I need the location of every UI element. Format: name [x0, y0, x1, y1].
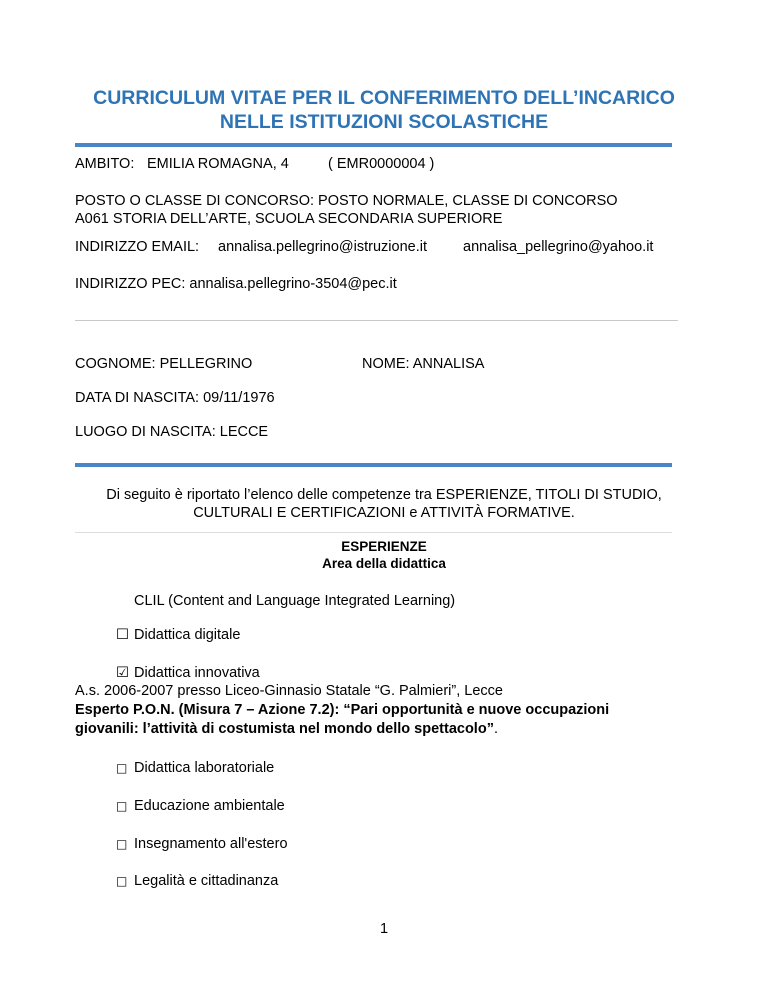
innovativa-project-period: .: [493, 721, 498, 737]
checkbox-small-icon: □: [116, 874, 128, 888]
posto-line2: A061 STORIA DELL’ARTE, SCUOLA SECONDARIA SUPERIORE: [75, 211, 503, 227]
checkbox-checked-icon: ☑: [116, 665, 129, 681]
email-primary: annalisa.pellegrino@istruzione.it: [218, 239, 427, 255]
item-label: Legalità e cittadinanza: [134, 873, 279, 889]
innovativa-project-title-end: giovanili: l’attività di costumista nel mondo dello spettacolo”: [75, 721, 494, 737]
item-label: Didattica innovativa: [134, 665, 260, 681]
personal-divider: [75, 463, 672, 467]
email-label: INDIRIZZO EMAIL:: [75, 239, 200, 255]
pec-address: INDIRIZZO PEC: annalisa.pellegrino-3504@pec.it: [75, 276, 397, 292]
section-subheading: Area della didattica: [322, 556, 446, 571]
document-title-line1: CURRICULUM VITAE PER IL CONFERIMENTO DELL’INCARICO: [93, 87, 675, 109]
item-didattica-laboratoriale: [116, 759, 274, 777]
nome: NOME: ANNALISA: [362, 356, 485, 372]
intro-line1: Di seguito è riportato l’elenco delle competenze tra ESPERIENZE, TITOLI DI STUDIO,: [106, 487, 662, 503]
item-didattica-digitale: [116, 626, 240, 644]
item-educazione-ambientale: [116, 797, 285, 815]
item-label: Educazione ambientale: [134, 798, 285, 814]
checkbox-small-icon: □: [116, 761, 128, 775]
title-divider: [75, 143, 672, 147]
cognome: COGNOME: PELLEGRINO: [75, 356, 253, 372]
page-number: 1: [379, 921, 389, 937]
item-label: Didattica digitale: [134, 627, 241, 643]
ambito-label: AMBITO:: [75, 156, 135, 172]
checkbox-small-icon: □: [116, 837, 128, 851]
posto-line1: POSTO O CLASSE DI CONCORSO: POSTO NORMALE, CLASSE DI CONCORSO: [75, 193, 618, 209]
innovativa-detail: A.s. 2006-2007 presso Liceo-Ginnasio Statale “G. Palmieri”, Lecce: [75, 683, 503, 699]
intro-divider: [75, 532, 672, 533]
ambito-value: EMILIA ROMAGNA, 4: [147, 156, 289, 172]
checkbox-empty-icon: ☐: [116, 627, 129, 643]
data-nascita: DATA DI NASCITA: 09/11/1976: [75, 390, 275, 406]
document-title-line2: NELLE ISTITUZIONI SCOLASTICHE: [219, 111, 549, 133]
section-heading: ESPERIENZE: [341, 539, 427, 554]
item-label: Didattica laboratoriale: [134, 760, 275, 776]
innovativa-project-line1: Esperto P.O.N. (Misura 7 – Azione 7.2): “Pari opportunità e nuove occupazioni: [75, 702, 610, 718]
item-legalita-cittadinanza: [116, 872, 278, 890]
innovativa-project-line2: [75, 720, 498, 738]
item-insegnamento-estero: [116, 835, 288, 853]
ambito-code: ( EMR0000004 ): [328, 156, 435, 172]
item-label: Insegnamento all'estero: [134, 836, 288, 852]
email-secondary: annalisa_pellegrino@yahoo.it: [463, 239, 654, 255]
luogo-nascita: LUOGO DI NASCITA: LECCE: [75, 424, 269, 440]
item-didattica-innovativa: [116, 664, 260, 682]
intro-line2: CULTURALI E CERTIFICAZIONI e ATTIVITÀ FORMATIVE.: [193, 505, 575, 521]
section-divider: [75, 320, 678, 321]
item-clil: CLIL (Content and Language Integrated Learning): [134, 593, 456, 609]
checkbox-small-icon: □: [116, 799, 128, 813]
